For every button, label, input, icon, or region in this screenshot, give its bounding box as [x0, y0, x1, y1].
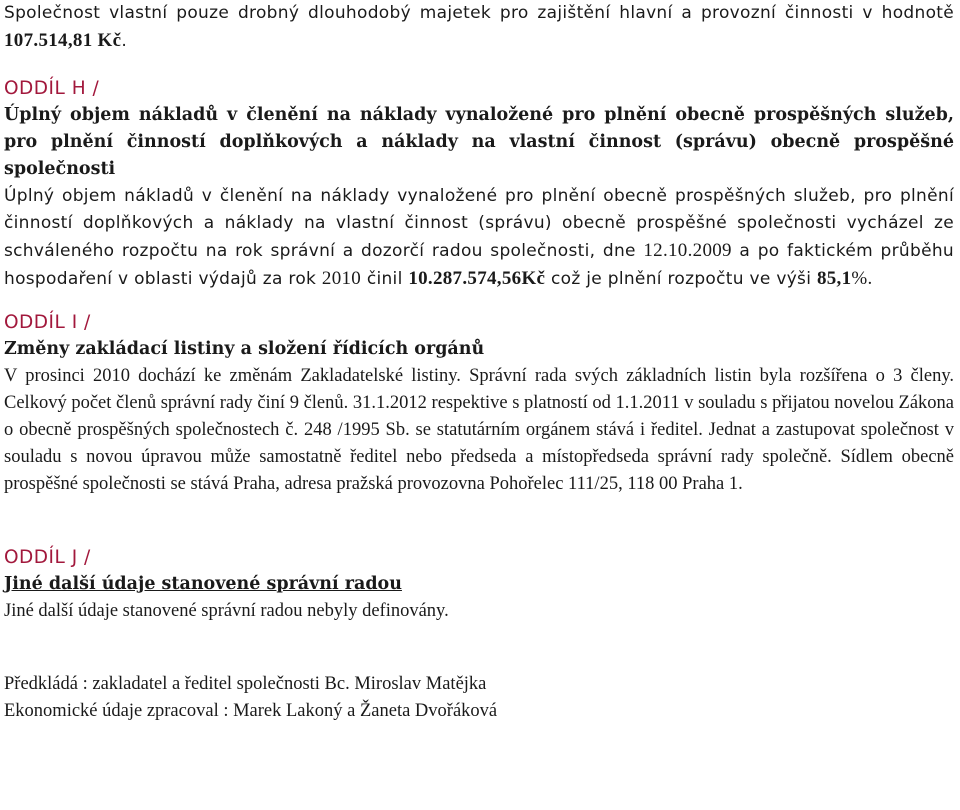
section-h-body-part: což je plnění rozpočtu ve výši: [545, 269, 817, 289]
budget-date: 12.10.2009: [643, 240, 732, 261]
section-j-body: Jiné další údaje stanovené správní radou nebyly definovány.: [4, 601, 449, 621]
submitted-by: Předkládá : zakladatel a ředitel společnosti Bc. Miroslav Matějka: [4, 674, 487, 694]
section-h-body-part: a po faktickém průběhu hospodaření v oblasti výdajů za rok: [4, 241, 955, 289]
section-h-body-part: Úplný objem nákladů v členění na náklady vynaložené pro plnění obecně prospěšných služeb, pro plnění činností doplňkových a náklady na vlastní činnost (správu) obecně prospěšné společnosti vycházel ze schváleného rozpočtu na rok správní a dozorčí radou společnosti, dne: [4, 186, 954, 261]
section-j-heading: ODDÍL J /: [4, 547, 91, 568]
section-h-body: [4, 183, 954, 293]
section-i-title: Změny zakládací listiny a složení řídicích orgánů: [4, 339, 485, 359]
expense-amount: 10.287.574,56Kč: [408, 268, 546, 289]
section-h-body-part: činil: [361, 269, 409, 289]
intro-text-end: .: [121, 31, 128, 51]
section-j-title: Jiné další údaje stanovené správní radou: [4, 574, 402, 594]
intro-paragraph: [4, 0, 954, 55]
section-h-heading: ODDÍL H /: [4, 78, 100, 99]
intro-text: Společnost vlastní pouze drobný dlouhodobý majetek pro zajištění hlavní a provozní činnosti v hodnotě: [4, 3, 954, 23]
asset-value: 107.514,81 Kč: [4, 30, 122, 51]
budget-percent: 85,1: [816, 268, 852, 289]
section-i-heading: ODDÍL I /: [4, 312, 91, 333]
section-h-title: Úplný objem nákladů v členění na náklady vynaložené pro plnění obecně prospěšných služeb, pro plnění činností doplňkových a náklady na vlastní činnost (správu) obecně prospěšné společnosti: [4, 105, 954, 179]
section-h-body-end: %.: [851, 268, 873, 289]
section-i-body: V prosinci 2010 dochází ke změnám Zakladatelské listiny. Správní rada svých základních listin byla rozšířena o 3 členy. Celkový počet členů správní rady činí 9 členů. 31.1.2012 respektive s platností od 1.1.2011 v souladu s přijatou novelou Zákona o obecně prospěšných společnostech č. 248 /1995 Sb. se statutárním orgánem stává i ředitel. Jednat a zastupovat společnost v souladu s novou úpravou může samostatně ředitel nebo předseda a místopředseda správní rady společně. Sídlem obecně prospěšné společnosti se stává Praha, adresa pražská provozovna Pohořelec 111/25, 118 00 Praha 1.: [4, 366, 954, 494]
report-year: 2010: [321, 268, 362, 289]
prepared-by: Ekonomické údaje zpracoval : Marek Lakoný a Žaneta Dvořáková: [4, 701, 498, 721]
